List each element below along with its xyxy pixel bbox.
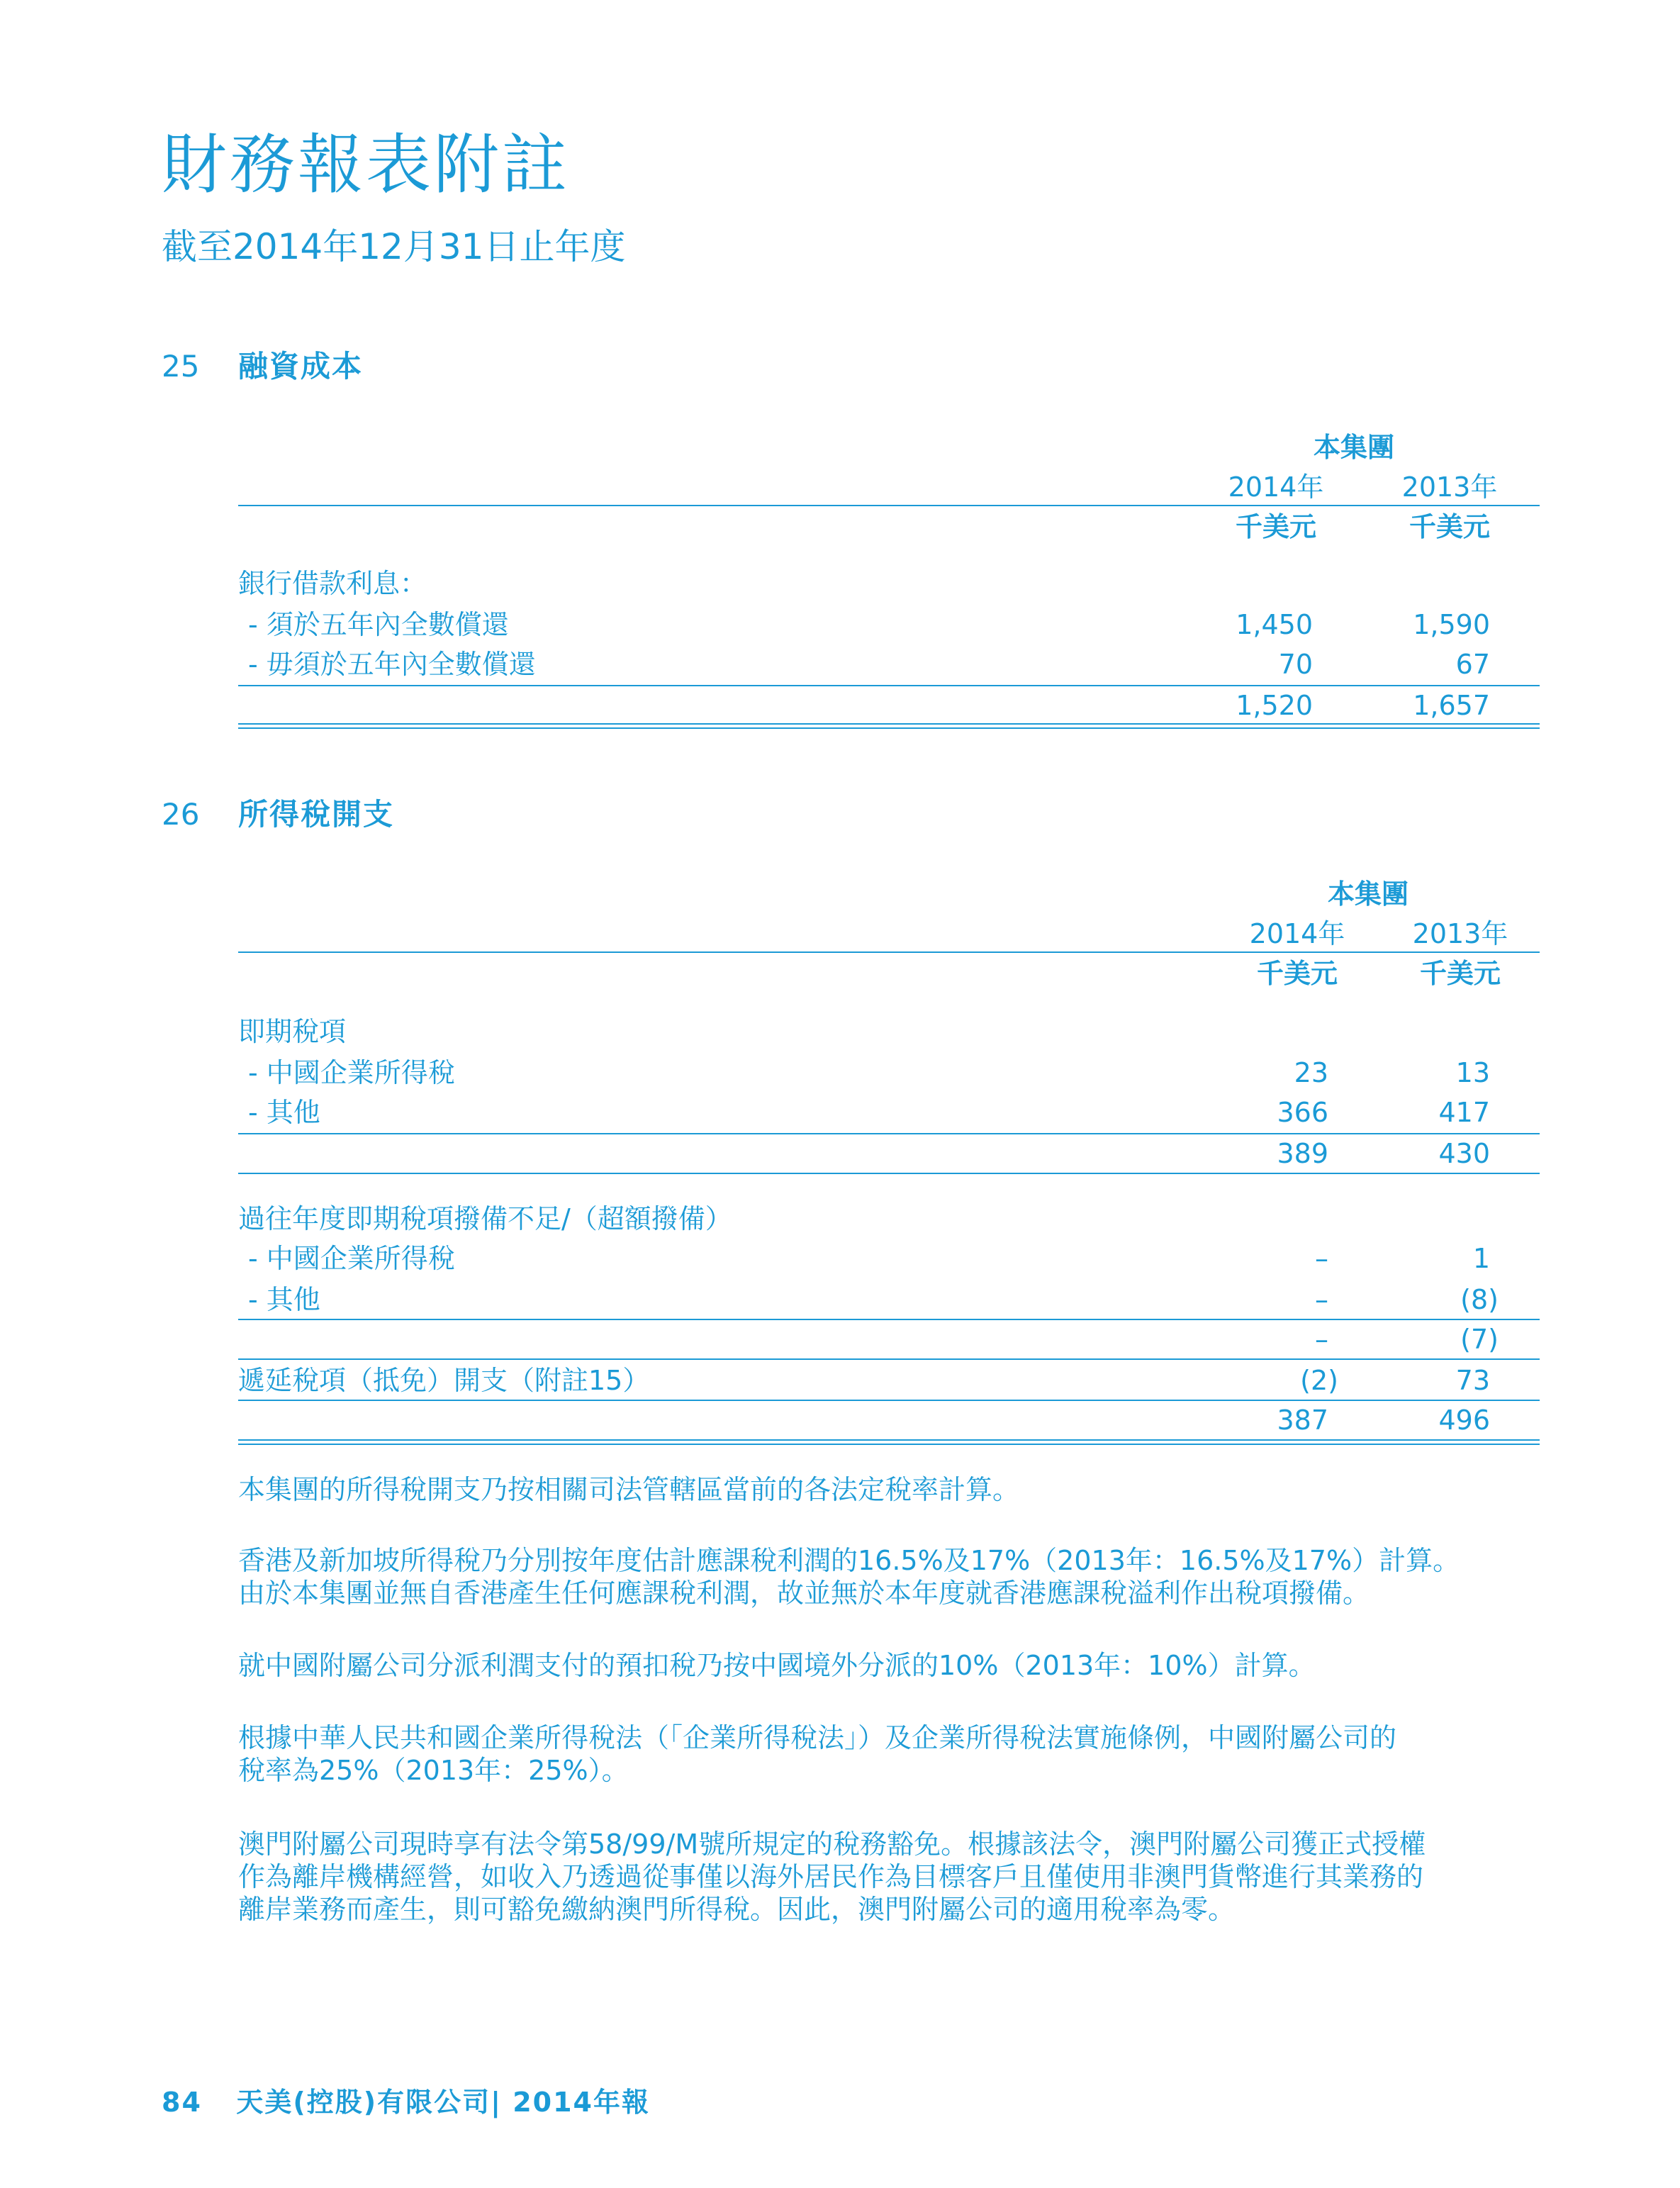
note-26-deferred-label: 遞延稅項（抵免）開支（附註15） [238, 1365, 650, 1396]
note-26-current-row-value-2014: 23 [1294, 1057, 1328, 1088]
note-25-header-rule [238, 505, 1540, 506]
note-26-prior-row-value-2013: 1 [1472, 1243, 1490, 1274]
note-26-grand-subtotal-rule [238, 1400, 1540, 1401]
note-25-title: 融資成本 [238, 349, 364, 384]
paragraph-line: 澳門附屬公司現時享有法令第58/99/M號所規定的稅務豁免。根據該法令，澳門附屬公司獲正式授權 [238, 1829, 1426, 1860]
note-25-number: 25 [162, 349, 200, 384]
note-25-row-value-2014: 70 [1278, 649, 1313, 680]
note-26-prior-row-value-2014: – [1315, 1284, 1328, 1315]
note-26-prior-total-rule [238, 1358, 1540, 1360]
note-26-current-row-value-2014: 366 [1277, 1097, 1328, 1128]
note-26-current-total-2014: 389 [1277, 1138, 1328, 1169]
note-25-row-value-2014: 1,450 [1236, 609, 1313, 640]
note-26-header-rule [238, 951, 1540, 953]
page-title: 財務報表附註 [162, 127, 571, 203]
paragraph [238, 1649, 1528, 1682]
note-26-current-label: 即期稅項 [238, 1016, 347, 1047]
note-26-prior-subtotal-rule [238, 1319, 1540, 1320]
paragraph-line: 就中國附屬公司分派利潤支付的預扣稅乃按中國境外分派的10%（2013年：10%）計算。 [238, 1650, 1316, 1681]
note-26-prior-row-value-2013: (8) [1460, 1284, 1499, 1315]
note-26-current-row-value-2013: 13 [1455, 1057, 1490, 1088]
note-26-prior-label: 過往年度即期稅項撥備不足/（超額撥備） [238, 1203, 732, 1234]
paragraph-line: 本集團的所得稅開支乃按相關司法管轄區當前的各法定稅率計算。 [238, 1474, 1020, 1505]
note-25-row-value-2013: 1,590 [1413, 609, 1490, 640]
note-25-row-value-2013: 67 [1455, 649, 1490, 680]
note-26-current-total-2013: 430 [1438, 1138, 1490, 1169]
note-26-prior-row-value-2014: – [1315, 1243, 1328, 1274]
note-25-group-label: 本集團 [1313, 432, 1394, 463]
paragraph-line: 香港及新加坡所得稅乃分別按年度估計應課稅利潤的16.5%及17%（2013年：16.5%及17%）計算。 [238, 1545, 1460, 1576]
page-footer [162, 2086, 650, 2119]
note-26-unit-2014: 千美元 [1256, 958, 1338, 989]
note-26-title: 所得稅開支 [238, 797, 395, 832]
page-number: 84 [162, 2087, 202, 2118]
note-26-current-row-value-2013: 417 [1438, 1097, 1490, 1128]
note-25-year-2014: 2014年 [1228, 471, 1324, 503]
note-26-number: 26 [162, 797, 200, 832]
note-25-total-2013: 1,657 [1413, 690, 1490, 721]
note-25-total-double-rule [238, 723, 1540, 729]
note-26-prior-total-2013: (7) [1460, 1324, 1499, 1355]
footer-text: 天美(控股)有限公司| 2014年報 [236, 2087, 650, 2118]
note-26-deferred-2013: 73 [1455, 1365, 1490, 1396]
note-26-grand-total-2013: 496 [1438, 1405, 1490, 1436]
note-25-row-label: - 毋須於五年內全數償還 [248, 649, 536, 680]
note-25-row-label: - 須於五年內全數償還 [248, 609, 509, 640]
paragraph-line: 由於本集團並無自香港產生任何應課稅利潤，故並無於本年度就香港應課稅溢利作出稅項撥備。 [238, 1578, 1370, 1609]
note-25-section-label: 銀行借款利息： [238, 568, 427, 599]
note-25-unit-2013: 千美元 [1409, 511, 1490, 542]
paragraph [238, 1828, 1528, 1926]
note-26-prior-total-2014: – [1315, 1324, 1328, 1355]
note-26-deferred-2014: (2) [1300, 1365, 1338, 1396]
note-26-prior-row-label: - 中國企業所得稅 [248, 1243, 455, 1274]
page-subtitle: 截至2014年12月31日止年度 [162, 226, 626, 267]
paragraph-line: 作為離岸機構經營，如收入乃透過從事僅以海外居民作為目標客戶且僅使用非澳門貨幣進行其業務的 [238, 1861, 1424, 1892]
note-25-total-2014: 1,520 [1236, 690, 1313, 721]
paragraph-line: 稅率為25%（2013年：25%）。 [238, 1755, 629, 1786]
note-26-unit-2013: 千美元 [1419, 958, 1501, 989]
paragraph [238, 1721, 1528, 1787]
paragraph-line: 離岸業務而產生，則可豁免繳納澳門所得稅。因此，澳門附屬公司的適用稅率為零。 [238, 1894, 1236, 1925]
paragraph-line: 根據中華人民共和國企業所得稅法（「企業所得稅法」）及企業所得稅法實施條例，中國附屬公司的 [238, 1722, 1397, 1753]
note-26-prior-row-label: - 其他 [248, 1284, 320, 1315]
note-25-year-2013: 2013年 [1401, 471, 1498, 503]
paragraph [238, 1544, 1528, 1609]
paragraph [238, 1473, 1528, 1506]
note-26-group-label: 本集團 [1327, 878, 1409, 910]
note-26-year-2013: 2013年 [1412, 918, 1508, 949]
note-26-year-2014: 2014年 [1249, 918, 1345, 949]
note-26-current-subtotal-rule [238, 1133, 1540, 1134]
note-26-grand-total-2014: 387 [1277, 1405, 1328, 1436]
note-25-unit-2014: 千美元 [1235, 511, 1316, 542]
note-26-current-total-rule [238, 1173, 1540, 1174]
note-26-current-row-label: - 其他 [248, 1097, 320, 1128]
note-26-total-double-rule [238, 1439, 1540, 1445]
note-26-current-row-label: - 中國企業所得稅 [248, 1057, 455, 1088]
note-25-subtotal-rule [238, 685, 1540, 686]
